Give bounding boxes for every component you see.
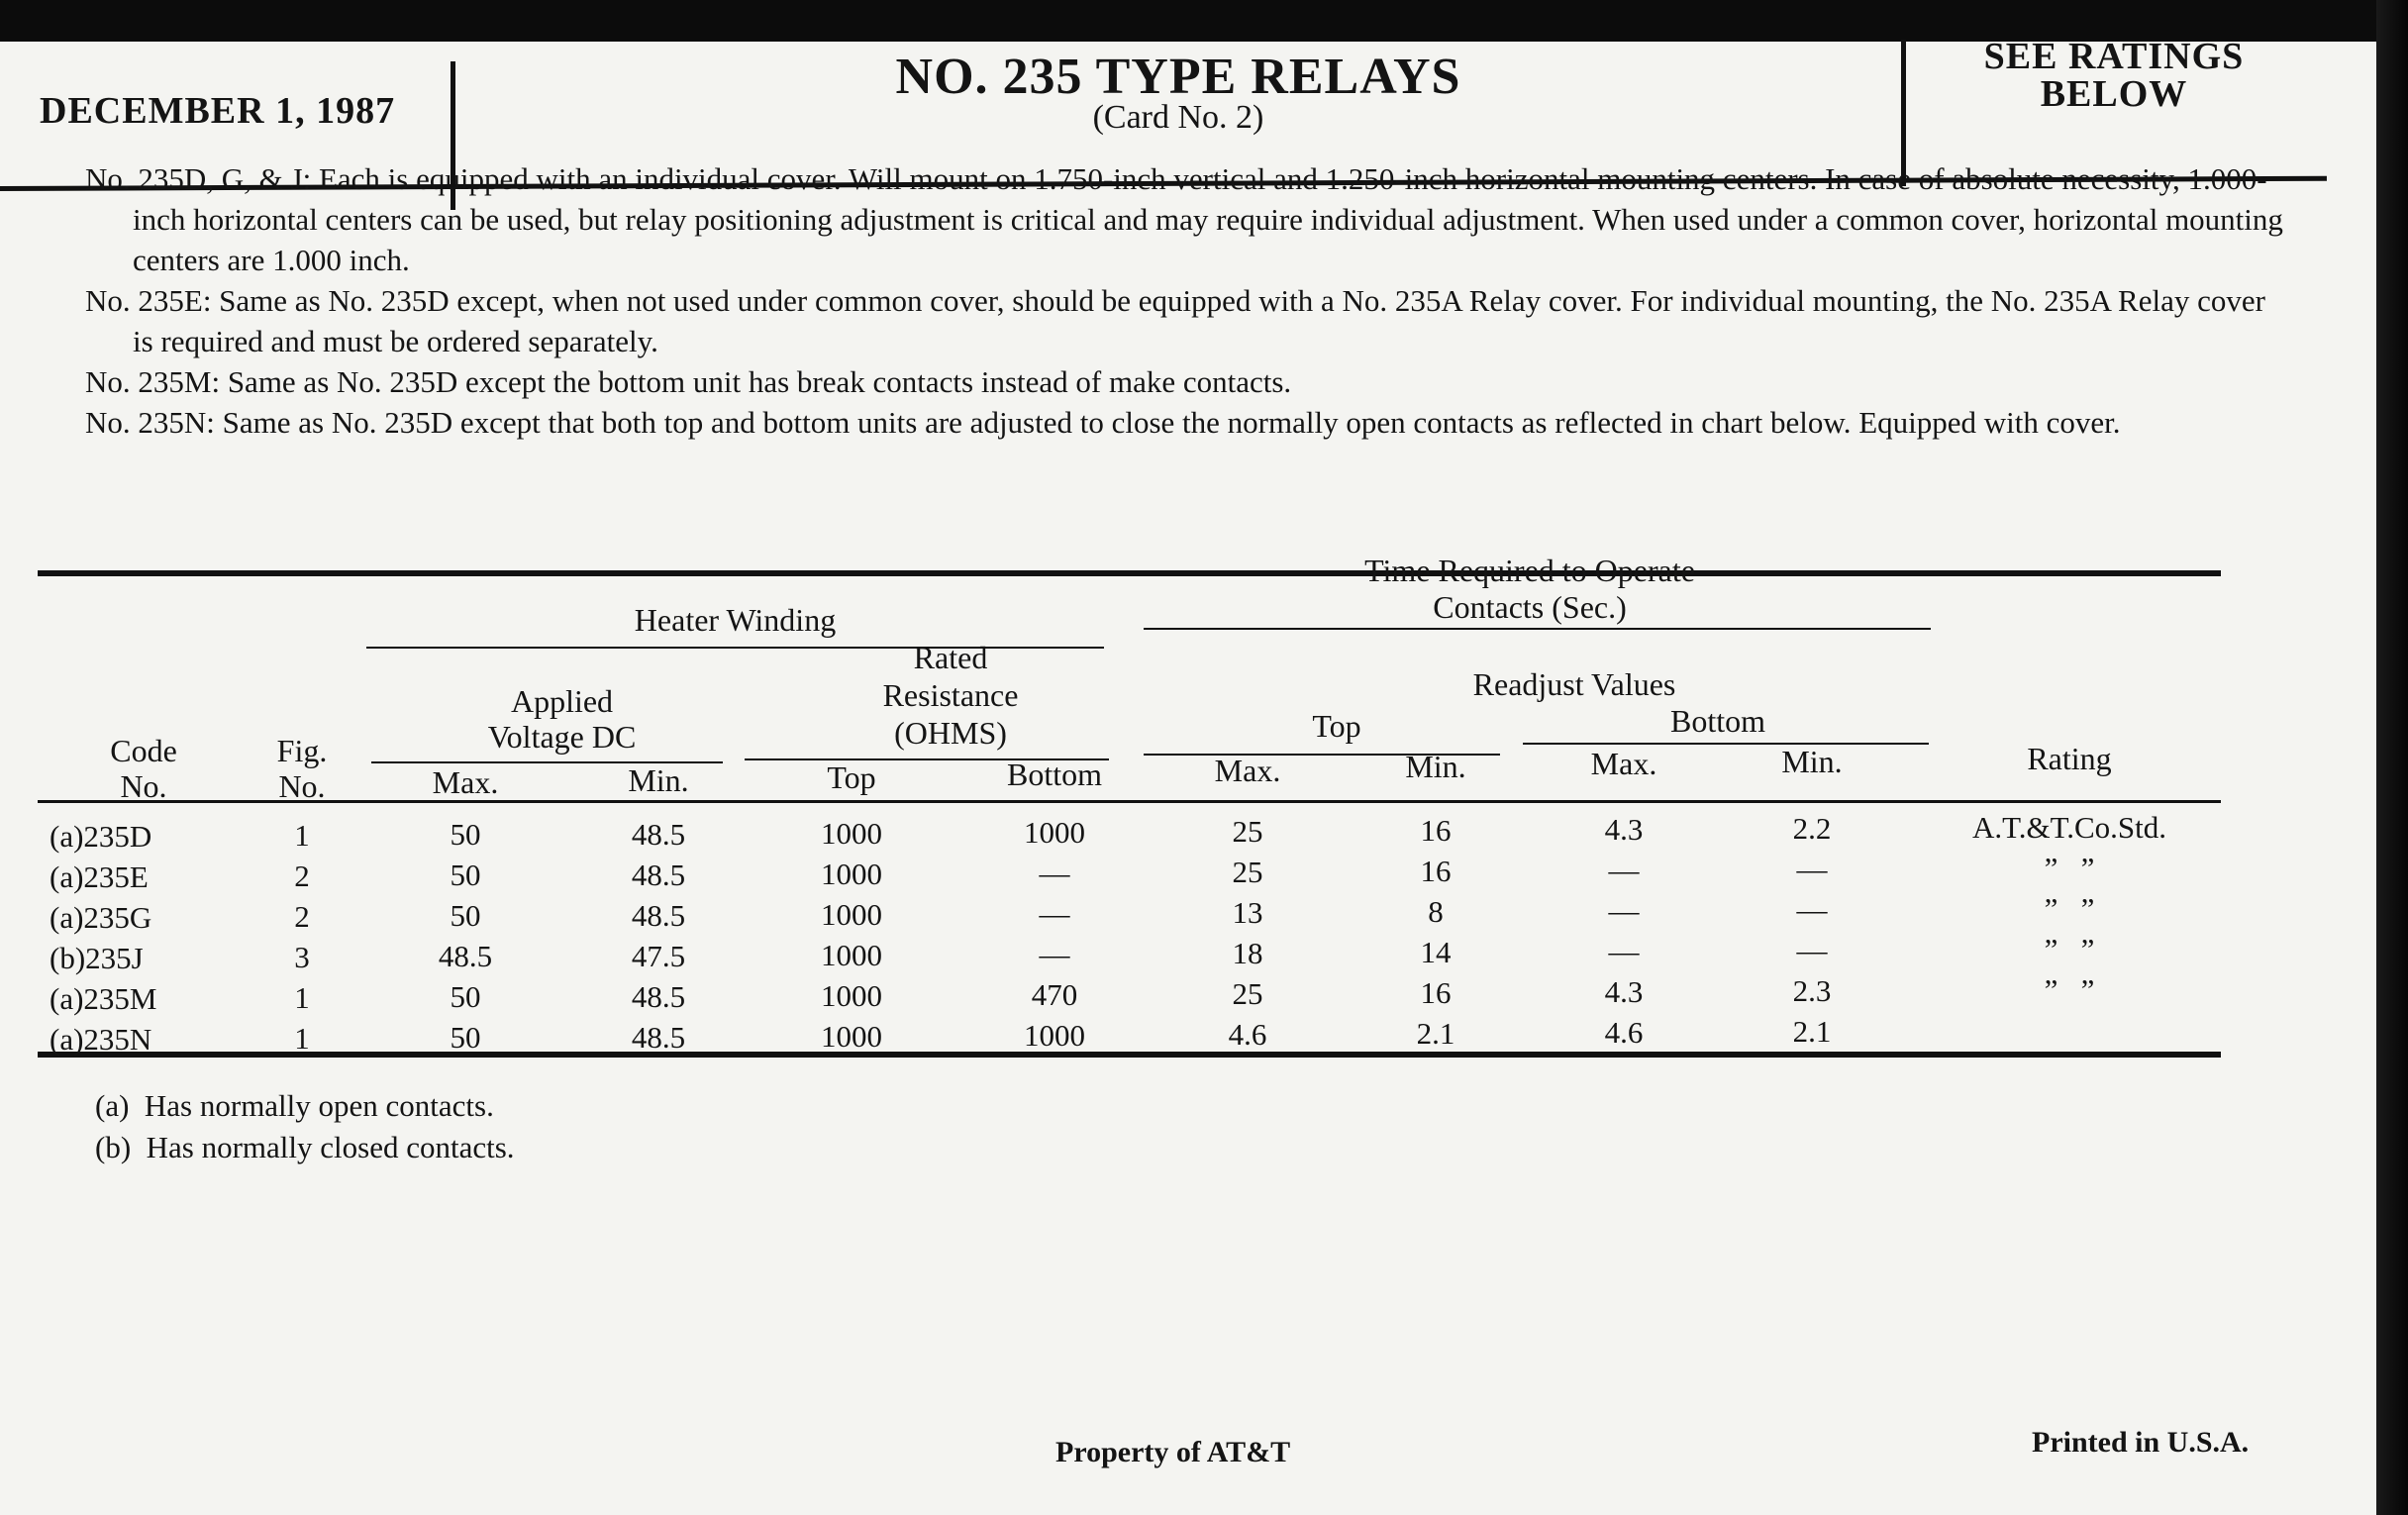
cell-b-min: — (1796, 933, 1828, 967)
cell-code: (a)235D (50, 819, 152, 854)
cell-rating: A.T.&T.Co.Std. (1971, 810, 2167, 845)
rated-resistance-header-line3: (OHMS) (894, 715, 1007, 751)
cell-r-bottom: 1000 (1024, 815, 1085, 850)
cell-r-bottom: — (1039, 937, 1070, 971)
cell-b-min: — (1796, 892, 1828, 927)
applied-voltage-header-line2: Voltage DC (487, 719, 637, 755)
cell-r-top: 1000 (821, 816, 882, 851)
cell-t-max: 4.6 (1228, 1017, 1267, 1052)
cell-v-min: 48.5 (631, 858, 686, 892)
bottom-header: Bottom (1669, 703, 1765, 739)
cell-code: (a)235G (50, 900, 152, 935)
cell-b-min: 2.3 (1792, 973, 1832, 1008)
table-top-rule (38, 570, 2221, 576)
ratings-note-line2: BELOW (2040, 73, 2188, 115)
cell-b-max: 4.6 (1604, 1015, 1644, 1050)
cell-code: (a)235N (50, 1022, 152, 1057)
cell-t-max: 18 (1232, 936, 1263, 970)
cell-r-bottom: — (1039, 856, 1070, 890)
cell-b-max: — (1608, 934, 1640, 968)
cell-v-max: 50 (450, 979, 481, 1014)
description-235n: No. 235N: Same as No. 235D except that both top and bottom units are adjusted to close the normally open contacts as reflected in chart below. Equipped with cover. (85, 405, 2121, 440)
cell-t-min: 16 (1420, 854, 1452, 888)
description-235e: No. 235E: Same as No. 235D except, when not used under common cover, should be equipped with a No. 235A Relay cover. For individual mounting, the No. 235A Relay cover is required and must be ordered separately. (85, 283, 2265, 358)
cell-b-max: 4.3 (1604, 812, 1644, 847)
code-header-line1: Code (110, 733, 177, 768)
bottom-max-header: Max. (1590, 746, 1657, 781)
time-required-header-line1: Time Required to Operate (1364, 553, 1695, 588)
cell-b-max: — (1608, 893, 1640, 928)
cell-t-min: 14 (1420, 935, 1452, 969)
footnote-a: (a) Has normally open contacts. (95, 1088, 494, 1123)
property-line: Property of AT&T (1055, 1436, 1291, 1468)
cell-fig: 3 (294, 940, 310, 974)
code-header-line2: No. (120, 768, 167, 804)
cell-r-bottom: 1000 (1024, 1018, 1085, 1053)
description-235dgj: No. 235D, G, & J: Each is equipped with an individual cover. Will mount on 1.750-inch vertical and 1.250-inch horizontal mounting centers. In case of absolute necessity, 1.000-inch horizontal centers can be used, but relay positioning adjustment is critical and may require individual adjustment. When used under a common cover, horizontal mounting centers are 1.000 inch. (85, 161, 2283, 277)
cell-t-min: 2.1 (1416, 1016, 1455, 1051)
cell-t-min: 8 (1428, 894, 1444, 929)
fig-header-line1: Fig. (276, 733, 328, 768)
cell-v-max: 50 (450, 858, 481, 892)
ratings-note (1906, 38, 2322, 113)
cell-fig: 2 (294, 899, 310, 934)
scan-edge (2376, 0, 2408, 1515)
cell-t-max: 25 (1232, 814, 1263, 849)
cell-v-max: 50 (450, 817, 481, 852)
time-required-rule (1144, 628, 1931, 630)
cell-fig: 1 (294, 980, 310, 1015)
time-required-header-line2: Contacts (Sec.) (1433, 589, 1627, 625)
cell-v-min: 48.5 (631, 1020, 686, 1055)
card-subtitle: (Card No. 2) (1092, 99, 1264, 136)
cell-r-top: 1000 (821, 1019, 882, 1054)
resistance-top-header: Top (827, 759, 876, 795)
card-date: DECEMBER 1, 1987 (40, 90, 396, 132)
cell-v-max: 50 (450, 898, 481, 933)
heater-winding-header: Heater Winding (634, 602, 837, 638)
cell-b-max: 4.3 (1604, 974, 1644, 1009)
cell-t-max: 25 (1232, 976, 1263, 1011)
rating-header: Rating (2027, 741, 2112, 776)
cell-r-bottom: 470 (1031, 977, 1078, 1012)
cell-b-min: 2.2 (1792, 811, 1832, 846)
cell-r-top: 1000 (821, 857, 882, 891)
rated-resistance-header-line2: Resistance (882, 677, 1019, 713)
footnotes (95, 1085, 515, 1168)
top-max-header: Max. (1214, 753, 1281, 788)
cell-rating: ” ” (2044, 972, 2095, 1007)
voltage-max-header: Max. (432, 764, 499, 800)
cell-b-max: — (1608, 853, 1640, 887)
cell-r-bottom: — (1039, 896, 1070, 931)
cell-v-min: 47.5 (631, 939, 686, 973)
cell-r-top: 1000 (821, 978, 882, 1013)
cell-rating: ” ” (2044, 891, 2095, 926)
ratings-note-line1: SEE RATINGS (1983, 36, 2245, 77)
card-title: NO. 235 TYPE RELAYS (895, 49, 1461, 105)
footnote-b: (b) Has normally closed contacts. (95, 1130, 515, 1164)
top-header: Top (1312, 708, 1361, 744)
cell-r-top: 1000 (821, 938, 882, 972)
description-235m: No. 235M: Same as No. 235D except the bottom unit has break contacts instead of make contacts. (85, 364, 1292, 399)
cell-b-min: — (1796, 852, 1828, 886)
cell-t-min: 16 (1420, 975, 1452, 1010)
cell-fig: 1 (294, 818, 310, 853)
cell-code: (b)235J (50, 941, 144, 975)
cell-v-min: 48.5 (631, 817, 686, 852)
bottom-min-header: Min. (1781, 744, 1843, 779)
cell-v-min: 48.5 (631, 898, 686, 933)
cell-b-min: 2.1 (1792, 1014, 1832, 1049)
readjust-values-header: Readjust Values (1472, 666, 1676, 702)
cell-t-min: 16 (1420, 813, 1452, 848)
top-min-header: Min. (1405, 749, 1466, 784)
fig-header-line2: No. (278, 768, 326, 804)
resistance-bottom-header: Bottom (1006, 757, 1102, 792)
cell-v-max: 48.5 (438, 939, 493, 973)
cell-code: (a)235M (50, 981, 157, 1016)
cell-fig: 2 (294, 858, 310, 893)
applied-voltage-header-line1: Applied (510, 683, 614, 719)
cell-rating: ” ” (2044, 932, 2095, 966)
cell-rating: ” ” (2044, 851, 2095, 885)
rated-resistance-header-line1: Rated (913, 640, 988, 675)
cell-code: (a)235E (50, 859, 149, 894)
cell-v-max: 50 (450, 1020, 481, 1055)
description-block (85, 158, 2283, 443)
cell-v-min: 48.5 (631, 979, 686, 1014)
cell-fig: 1 (294, 1021, 310, 1056)
cell-t-max: 25 (1232, 855, 1263, 889)
voltage-min-header: Min. (628, 762, 689, 798)
printed-line: Printed in U.S.A. (2032, 1426, 2250, 1459)
cell-r-top: 1000 (821, 897, 882, 932)
cell-t-max: 13 (1232, 895, 1263, 930)
